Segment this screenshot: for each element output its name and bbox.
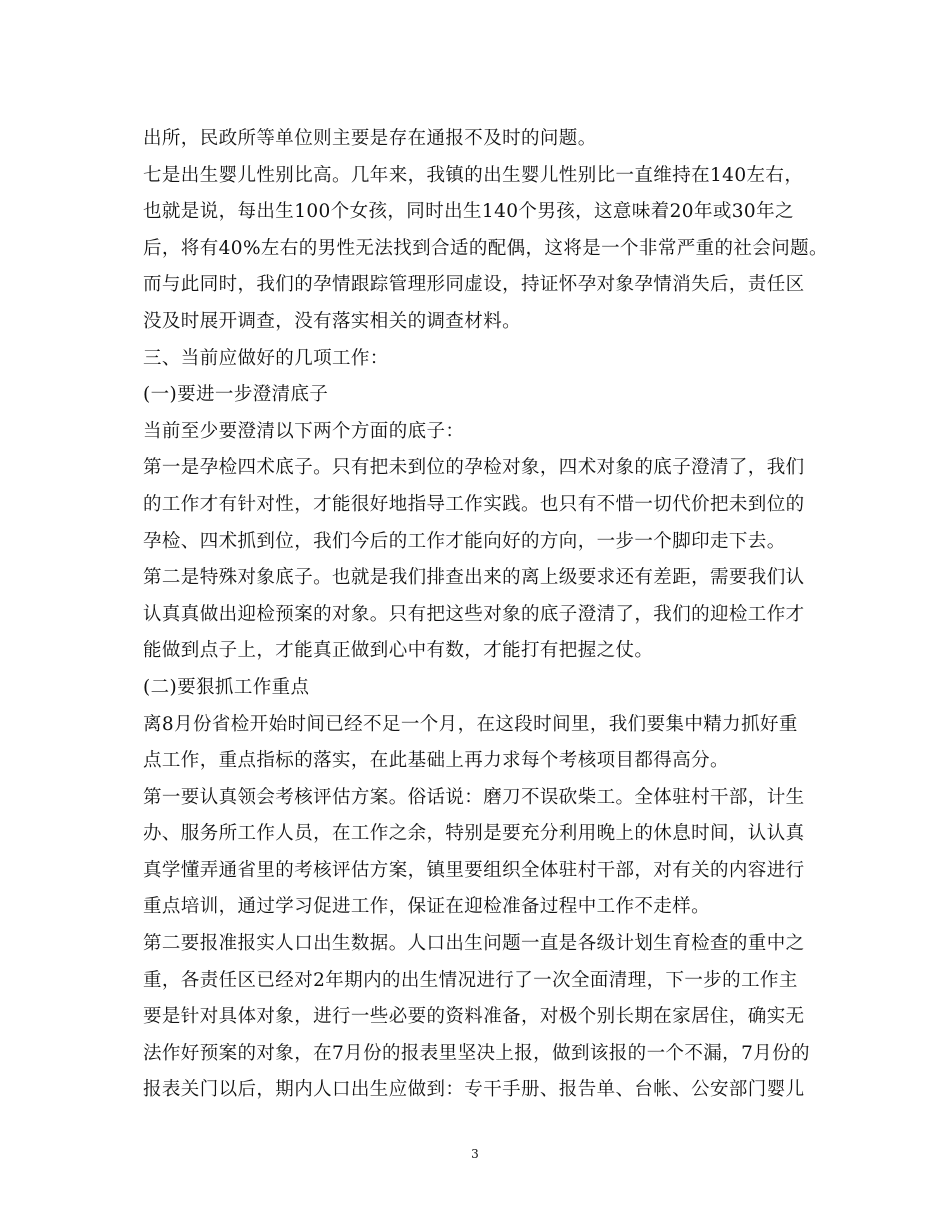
text-line: 也就是说，每出生100个女孩，同时出生140个男孩，这意味着20年或30年之 [143,201,794,223]
text-line: (一)要进一步澄清底子 [143,384,329,406]
text-line: 而与此同时，我们的孕情跟踪管理形同虚设，持证怀孕对象孕情消失后，责任区 [143,274,805,296]
text-line: 没及时展开调查，没有落实相关的调查材料。 [143,310,522,332]
text-line: 离8月份省检开始时间已经不足一个月，在这段时间里，我们要集中精力抓好重 [143,713,798,735]
text-line: 出所，民政所等单位则主要是存在通报不及时的问题。 [143,128,597,149]
text-line: 孕检、四术抓到位，我们今后的工作才能向好的方向，一步一个脚印走下去。 [143,530,786,552]
text-line: 第一是孕检四术底子。只有把未到位的孕检对象，四术对象的底子澄清了，我们 [143,457,805,479]
text-line: 三、当前应做好的几项工作： [143,347,389,369]
page-number: 3 [471,1147,479,1161]
text-line: 重点培训，通过学习促进工作，保证在迎检准备过程中工作不走样。 [143,896,711,918]
text-line: 第二是特殊对象底子。也就是我们排查出来的离上级要求还有差距，需要我们认 [143,567,805,589]
text-line: 当前至少要澄清以下两个方面的底子： [143,420,465,442]
text-line: 重，各责任区已经对2年期内的出生情况进行了一次全面清理，下一步的工作主 [143,969,798,991]
text-line: (二)要狠抓工作重点 [143,676,310,698]
text-line: 认真真做出迎检预案的对象。只有把这些对象的底子澄清了，我们的迎检工作才 [143,603,805,625]
text-line: 后，将有40%左右的男性无法找到合适的配偶，这将是一个非常严重的社会问题。 [143,237,828,259]
text-line: 真学懂弄通省里的考核评估方案，镇里要组织全体驻村干部，对有关的内容进行 [143,859,805,881]
text-line: 要是针对具体对象，进行一些必要的资料准备，对极个别长期在家居住，确实无 [143,1006,805,1028]
text-line: 能做到点子上，才能真正做到心中有数，才能打有把握之仗。 [143,640,654,662]
text-line: 的工作才有针对性，才能很好地指导工作实践。也只有不惜一切代价把未到位的 [143,493,805,515]
body-text [143,121,828,1109]
text-line: 报表关门以后，期内人口出生应做到：专干手册、报告单、台帐、公安部门婴儿 [143,1079,805,1101]
text-line: 七是出生婴儿性别比高。几年来，我镇的出生婴儿性别比一直维持在140左右， [143,164,804,186]
text-line: 点工作，重点指标的落实，在此基础上再力求每个考核项目都得高分。 [143,750,729,772]
text-line: 法作好预案的对象，在7月份的报表里坚决上报，做到该报的一个不漏，7月份的 [143,1042,810,1064]
text-line: 第二要报准报实人口出生数据。人口出生问题一直是各级计划生育检查的重中之 [143,933,805,955]
text-line: 第一要认真领会考核评估方案。俗话说：磨刀不误砍柴工。全体驻村干部，计生 [143,786,805,808]
text-line: 办、服务所工作人员，在工作之余，特别是要充分利用晚上的休息时间，认认真 [143,823,805,845]
